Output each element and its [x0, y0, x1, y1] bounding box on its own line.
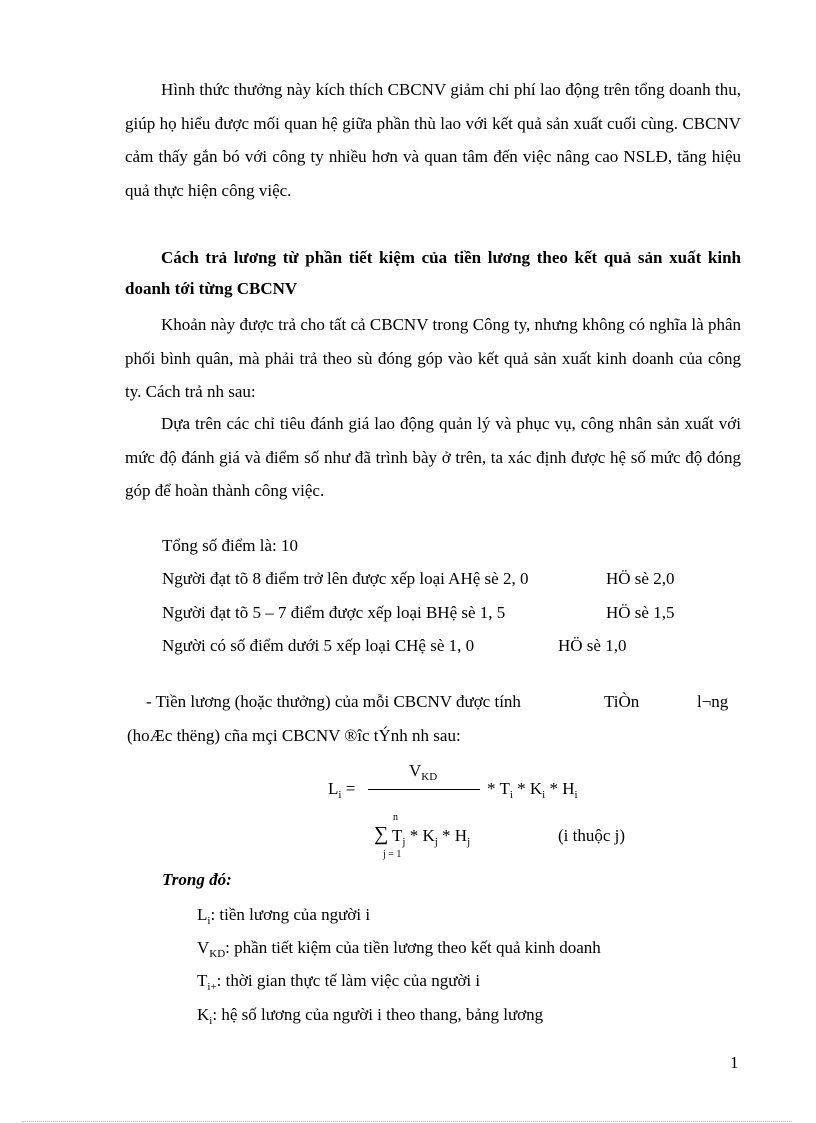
salary-note-line-2: (hoÆc thëng) cña mçi CBCNV ®îc tÝnh nh sau: — [127, 726, 461, 745]
formula-condition: (i thuộc j) — [558, 826, 626, 845]
salary-note-line: - Tiền lương (hoặc thưởng) của mỗi CBCNV được tính — [146, 692, 521, 711]
definition-li: $L_i$: tiền lương của người i — [197, 905, 371, 927]
score-row-c: Người có số điểm dưới 5 xếp loại CHệ sè 1, 0 — [162, 636, 475, 655]
formula-numerator: $V_{KD}$ — [409, 761, 438, 783]
score-row-a: Người đạt tõ 8 điểm trở lên được xếp loại AHệ sè 2, 0 — [162, 569, 529, 588]
score-row-b-coef: HÖ sè 1,5 — [606, 603, 675, 622]
formula-lhs: $L_i$ = — [328, 779, 356, 801]
definition-ti: $T_{i+}$: thời gian thực tế làm việc của người i — [197, 971, 481, 993]
definitions-title: Trong đó: — [162, 870, 232, 889]
formula-denominator: $T_j * K_j * H_j$ — [392, 826, 471, 848]
fraction-bar — [368, 789, 480, 790]
formula-rhs: * $T_i * K_i * H_i$ — [487, 779, 578, 801]
paragraph-payment-method: Khoản này được trả cho tất cả CBCNV trong Công ty, nhưng không có nghĩa là phân phối bình quân, mà phải trả theo sù đóng góp vào kết quả sản xuất kinh doanh của công ty. Cách trả nh sau: — [125, 315, 741, 401]
paragraph-bonus-effect: Hình thức thưởng này kích thích CBCNV giảm chi phí lao động trên tổng doanh thu, giúp họ hiểu được mối quan hệ giữa phần thù lao với kết quả sản xuất cuối cùng. CBCNV cảm thấy gắn bó với công ty nhiều hơn và quan tâm đến việc nâng cao NSLĐ, tăng hiệu quả thực hiện công việc. — [125, 80, 741, 200]
sigma-symbol: ∑ — [374, 823, 389, 845]
page-bottom-rule — [22, 1121, 792, 1122]
page-number: 1 — [730, 1053, 739, 1072]
salary-note-garbled-1: TiÒn — [604, 692, 640, 711]
sum-lower-limit: j = 1 — [383, 849, 402, 860]
score-row-a-coef: HÖ sè 2,0 — [606, 569, 675, 588]
section-heading: Cách trả lương từ phần tiết kiệm của tiền lương theo kết quả sản xuất kinh doanh tới từng CBCNV — [125, 248, 741, 298]
score-row-c-coef: HÖ sè 1,0 — [558, 636, 627, 655]
salary-note-garbled-2: l¬ng — [697, 692, 729, 711]
sum-upper-limit: n — [393, 812, 398, 823]
paragraph-evaluation-criteria: Dựa trên các chỉ tiêu đánh giá lao động quản lý và phục vụ, công nhân sản xuất với mức độ đánh giá và điểm số như đã trình bày ở trên, ta xác định được hệ số mức độ đóng góp để hoàn thành công việc. — [125, 414, 741, 500]
score-row-b: Người đạt tõ 5 – 7 điểm được xếp loại BHệ sè 1, 5 — [162, 603, 506, 622]
total-score-line: Tổng số điểm là: 10 — [162, 536, 298, 555]
definition-ki: $K_i$: hệ số lương của người i theo thang, bảng lương — [197, 1005, 544, 1027]
definition-vkd: $V_{KD}$: phần tiết kiệm của tiền lương theo kết quả kinh doanh — [197, 938, 601, 960]
